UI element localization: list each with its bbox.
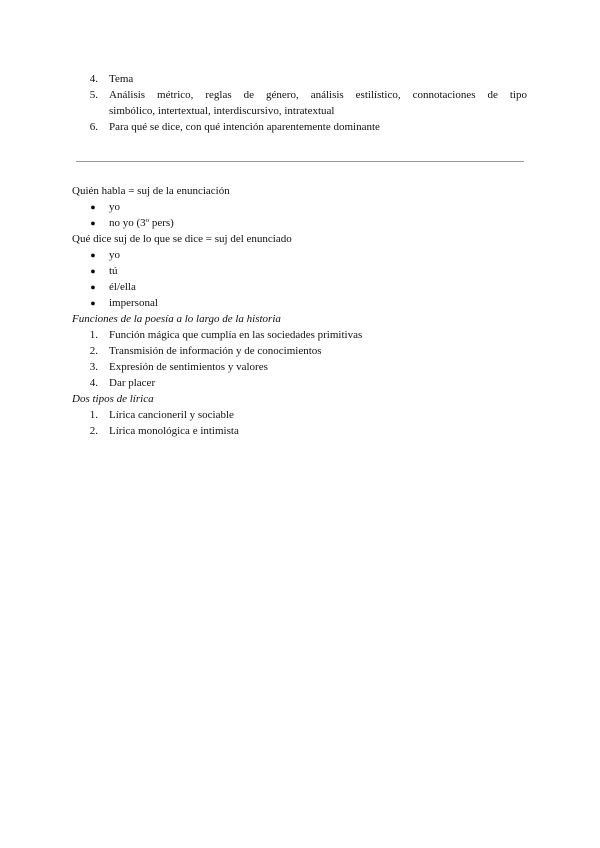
list-number: 4. [89,73,98,85]
lyric-heading: Dos tipos de lírica [72,393,154,405]
list-number: 4. [89,377,98,389]
bullet-icon: ● [90,218,96,228]
list-item-text: él/ella [109,281,136,293]
list-item-text: yo [109,249,120,261]
bullet-icon: ● [90,202,96,212]
list-item-text-line1: Análisis métrico, reglas de género, análisis estilístico, connotaciones de tipo [109,89,527,101]
bullet-icon: ● [90,250,96,260]
list-item-text: yo [109,201,120,213]
list-number: 5. [89,89,98,101]
horizontal-divider [76,161,524,162]
list-item-text: Expresión de sentimientos y valores [109,361,268,373]
list-item-text: tú [109,265,118,277]
list-item-text: Lírica monológica e intimista [109,425,239,437]
list-number: 6. [89,121,98,133]
list-item-text: Transmisión de información y de conocimientos [109,345,322,357]
list-item-text-line2: simbólico, intertextual, interdiscursivo, intratextual [109,105,335,117]
list-item-text: Función mágica que cumplía en las sociedades primitivas [109,329,363,341]
list-item-text: Lírica cancioneril y sociable [109,409,234,421]
list-item-text: impersonal [109,297,158,309]
functions-heading: Funciones de la poesía a lo largo de la historia [72,313,281,325]
list-number: 1. [89,329,98,341]
bullet-icon: ● [90,298,96,308]
list-number: 2. [89,425,98,437]
list-number: 1. [89,409,98,421]
bullet-icon: ● [90,266,96,276]
list-item-text: Para qué se dice, con qué intención aparentemente dominante [109,121,380,133]
list-number: 2. [89,345,98,357]
list-item-text: Tema [109,73,134,85]
list-number: 3. [89,361,98,373]
list-item-text: no yo (3º pers) [109,217,174,229]
speaker-heading: Quién habla = suj de la enunciación [72,185,230,197]
said-heading: Qué dice suj de lo que se dice = suj del enunciado [72,233,292,245]
list-item-text: Dar placer [109,377,156,389]
bullet-icon: ● [90,282,96,292]
